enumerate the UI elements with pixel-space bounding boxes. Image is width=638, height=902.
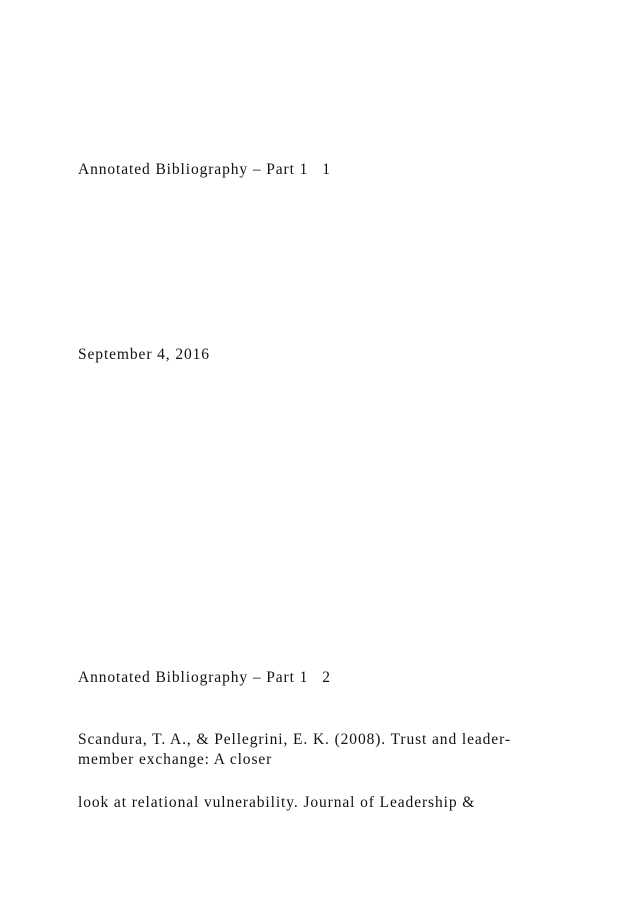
page-2-running-head (78, 668, 331, 688)
page-number: 2 (322, 669, 331, 686)
reference-line-3: look at relational vulnerability. Journal of Leadership & (78, 794, 476, 811)
reference-line-1: Scandura, T. A., & Pellegrini, E. K. (2008). Trust and leader- (78, 731, 511, 748)
running-head-title: Annotated Bibliography – Part 1 (78, 161, 309, 178)
page-1-running-head (78, 160, 331, 180)
running-head-title: Annotated Bibliography – Part 1 (78, 669, 309, 686)
page-number: 1 (322, 161, 331, 178)
date-line: September 4, 2016 (78, 346, 210, 363)
reference-line-2: member exchange: A closer (78, 751, 273, 768)
